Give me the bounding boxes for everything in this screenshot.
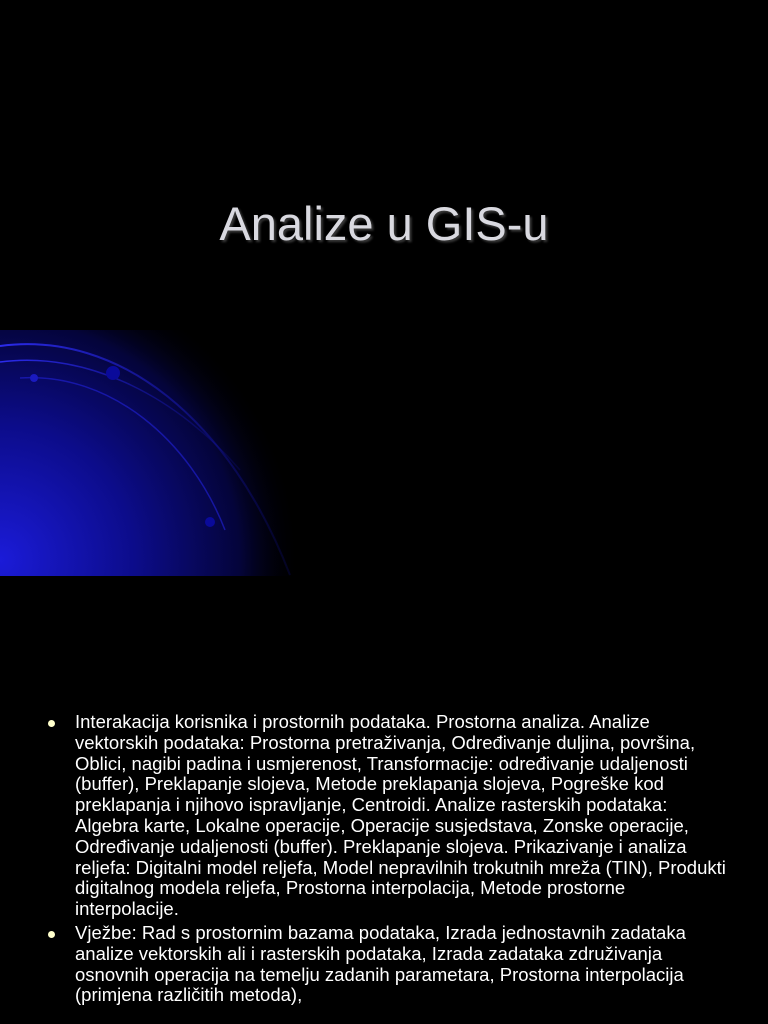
slide-title: Analize u GIS-u [219, 197, 549, 250]
bullet-list [48, 712, 728, 1009]
bullet-icon [48, 720, 55, 727]
list-item [48, 712, 728, 920]
arc-dot [106, 366, 120, 380]
bullet-text: Interakacija korisnika i prostornih podataka. Prostorna analiza. Analize vektorskih podataka: Prostorna pretraživanja, Određivanje duljina, površina, Oblici, nagibi padina i usmjerenost, Transformacije: određivanje udaljenosti (buffer), Preklapanje slojeva, Metode preklapanja slojeva, Pogreške kod preklapanja i njihovo ispravljanje, Centroidi. Analize rasterskih podataka: Algebra karte, Lokalne operacije, Operacije susjedstava, Zonske operacije, Određivanje udaljenosti (buffer). Preklapanje slojeva. Prikazivanje i analiza reljefa: Digitalni model reljefa, Model nepravilnih trokutnih mreža (TIN), Produkti digitalnog modela reljefa, Prostorna interpolacija, Metode prostorne interpolacije. [75, 711, 726, 920]
bullet-text: Vježbe: Rad s prostornim bazama podataka, Izrada jednostavnih zadataka analize vektorskih ali i rasterskih podataka, Izrada zadataka združivanja osnovnih operacija na temelju zadanih parametara, Prostorna interpolacija (primjena različitih metoda), [75, 921, 686, 1006]
arc-dot [205, 517, 215, 527]
arc-dot [30, 374, 38, 382]
list-item [48, 923, 728, 1006]
blue-glow [0, 330, 300, 576]
bullet-icon [48, 931, 55, 938]
